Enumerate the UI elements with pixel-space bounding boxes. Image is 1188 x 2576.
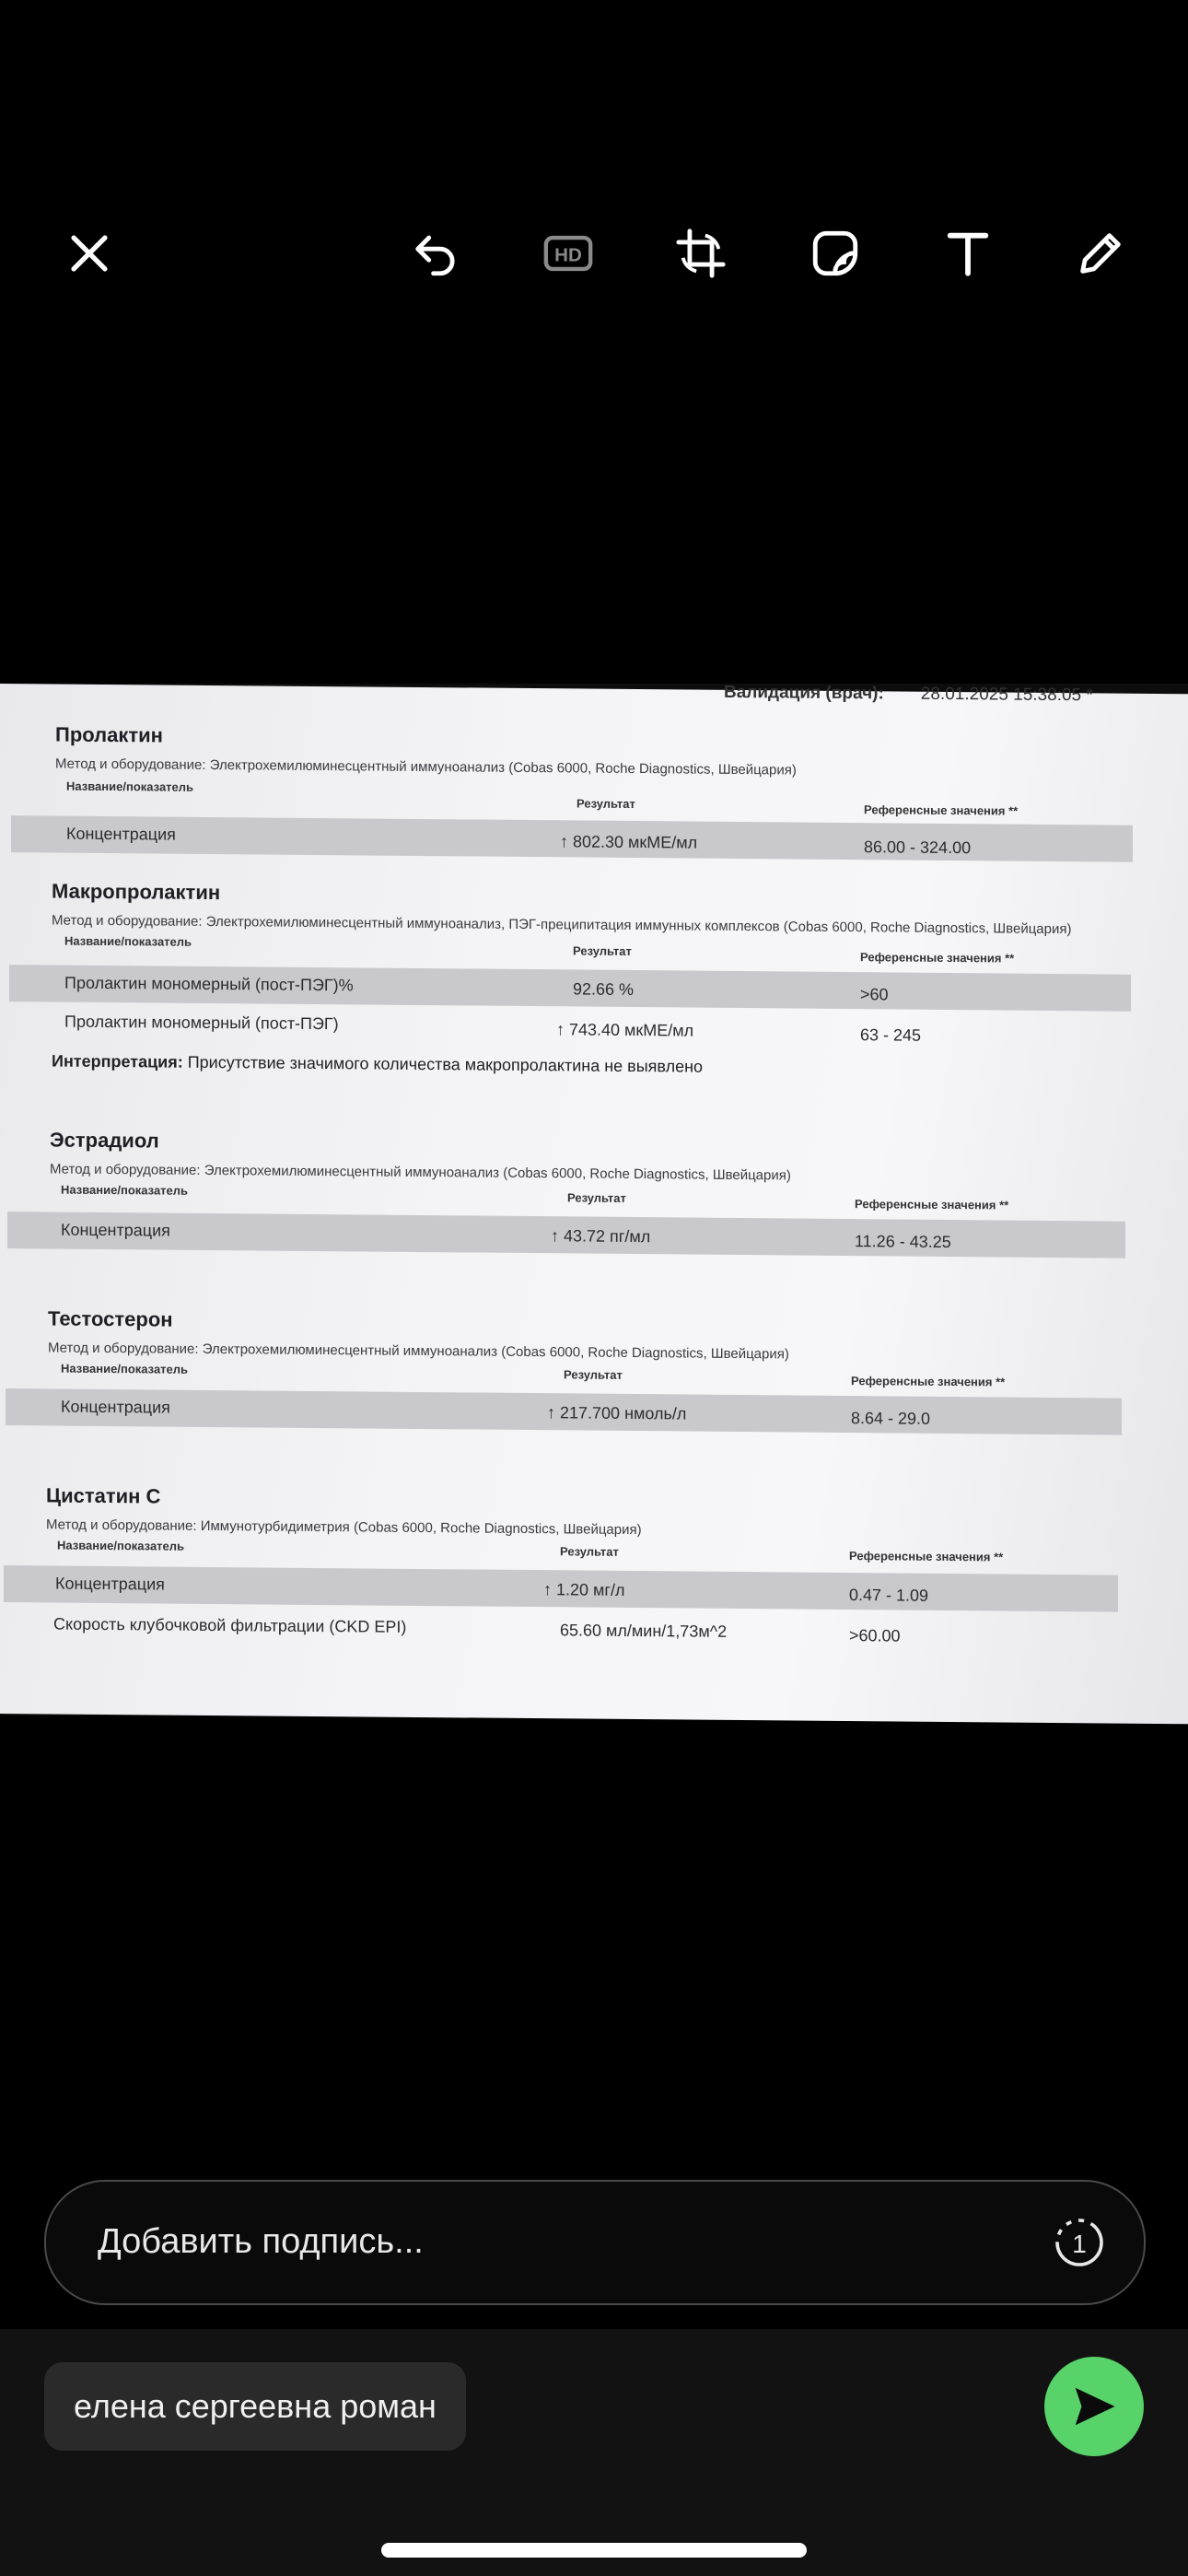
col-ref-header: Референсные значения ** [851, 1374, 1006, 1389]
row-result: ↑ 1.20 мг/л [543, 1580, 625, 1599]
send-icon [1069, 2382, 1119, 2431]
col-name-header: Название/показатель [61, 1361, 189, 1376]
view-once-count: 1 [1072, 2230, 1087, 2258]
col-name-header: Название/показатель [66, 779, 194, 794]
interpretation-label: Интерпретация: [52, 1051, 183, 1071]
text-icon[interactable] [926, 212, 1009, 295]
col-name-header: Название/показатель [64, 933, 192, 949]
row-name: Пролактин мономерный (пост-ПЭГ) [64, 1012, 339, 1034]
section-estradiol [7, 1128, 1125, 1259]
home-indicator[interactable] [381, 2543, 807, 2558]
row-result: ↑ 802.30 мкМЕ/мл [560, 832, 698, 852]
caption-placeholder: Добавить подпись... [98, 2222, 424, 2261]
validation-date: 28.01.2025 15:38:05 * [920, 684, 1093, 706]
table-header [7, 1182, 1125, 1216]
row-ref: 11.26 - 43.25 [855, 1232, 951, 1252]
section-method: Метод и оборудование: Электрохемилюминесцентный иммуноанализ (Cobas 6000, Roche Diagnostics, Швейцария) [48, 1340, 789, 1363]
sticker-icon[interactable] [794, 212, 877, 295]
send-button[interactable] [1044, 2357, 1144, 2456]
table-row [4, 1565, 1118, 1612]
hd-label: HD [554, 244, 582, 266]
col-ref-header: Референсные значения ** [864, 802, 1019, 818]
col-result-header: Результат [577, 796, 635, 812]
section-title: Тестостерон [48, 1306, 173, 1331]
row-name: Концентрация [55, 1574, 165, 1594]
table-row [4, 1606, 1118, 1653]
table-header [9, 933, 1131, 967]
crop-rotate-icon[interactable] [659, 212, 742, 295]
recipient-chip[interactable] [44, 2362, 466, 2451]
section-method: Метод и оборудование: Электрохемилюминесцентный иммуноанализ, ПЭГ-преципитация иммунных комплексов (Cobas 6000, Roche Diagnostics, Швейцария) [52, 912, 1072, 938]
view-once-icon[interactable] [1052, 2215, 1107, 2270]
table-header [11, 779, 1133, 818]
col-result-header: Результат [567, 1190, 626, 1205]
caption-input[interactable] [44, 2180, 1146, 2305]
row-result: 65.60 мл/мин/1,73м^2 [560, 1621, 728, 1641]
row-ref: 86.00 - 324.00 [864, 837, 972, 858]
lab-report-document [0, 684, 1188, 1724]
table-row [9, 1003, 1131, 1050]
row-name: Концентрация [61, 1220, 170, 1240]
col-ref-header: Референсные значения ** [860, 950, 1015, 966]
section-method: Метод и оборудование: Электрохемилюминесцентный иммуноанализ (Cobas 6000, Roche Diagnostics, Швейцария) [55, 755, 797, 779]
row-name: Скорость клубочковой фильтрации (CKD EPI) [53, 1614, 407, 1636]
row-result: ↑ 43.72 пг/мл [551, 1226, 651, 1247]
bottom-bar [0, 2329, 1188, 2576]
section-cystatin [4, 1483, 1118, 1653]
row-ref: 63 - 245 [860, 1025, 922, 1045]
col-result-header: Результат [560, 1544, 619, 1559]
table-row [11, 815, 1133, 862]
section-method: Метод и оборудование: Иммунотурбидиметрия (Cobas 6000, Roche Diagnostics, Швейцария) [46, 1516, 642, 1539]
section-testosterone [6, 1306, 1122, 1435]
col-name-header: Название/показатель [57, 1538, 185, 1553]
row-result: 92.66 % [573, 979, 635, 1000]
row-ref: 8.64 - 29.0 [851, 1409, 931, 1428]
row-ref: >60 [860, 985, 889, 1004]
row-ref: >60.00 [849, 1626, 901, 1645]
row-result: ↑ 743.40 мкМЕ/мл [556, 1020, 694, 1040]
col-result-header: Результат [564, 1367, 623, 1382]
pencil-icon[interactable] [1059, 212, 1142, 295]
col-ref-header: Референсные значения ** [849, 1549, 1004, 1564]
section-title: Эстрадиол [50, 1128, 159, 1153]
section-title: Макропролактин [52, 879, 221, 905]
section-macroprolactin [9, 879, 1131, 1081]
photo-preview[interactable] [0, 684, 1188, 1715]
interpretation [9, 1051, 1131, 1081]
close-icon[interactable] [48, 212, 131, 295]
section-method: Метод и оборудование: Электрохемилюминесцентный иммуноанализ (Cobas 6000, Roche Diagnostics, Швейцария) [50, 1161, 791, 1184]
editor-toolbar [0, 0, 1188, 424]
hd-icon[interactable] [527, 212, 610, 295]
col-ref-header: Референсные значения ** [855, 1197, 1009, 1212]
section-title: Цистатин С [46, 1483, 161, 1508]
table-row [7, 1212, 1125, 1259]
row-name: Концентрация [66, 824, 176, 844]
row-name: Пролактин мономерный (пост-ПЭГ)% [64, 973, 354, 995]
validation-header [724, 683, 1093, 706]
row-name: Концентрация [61, 1397, 170, 1417]
section-title: Пролактин [55, 722, 163, 747]
col-result-header: Результат [573, 943, 632, 958]
recipient-name: елена сергеевна роман [74, 2387, 437, 2425]
interpretation-text: Присутствие значимого количества макропролактина не выявлено [182, 1052, 704, 1076]
col-name-header: Название/показатель [61, 1182, 189, 1198]
row-ref: 0.47 - 1.09 [849, 1586, 929, 1605]
validation-label: Валидация (врач): [724, 682, 884, 704]
row-result: ↑ 217.700 нмоль/л [547, 1403, 687, 1423]
undo-icon[interactable] [394, 212, 477, 295]
table-row [6, 1388, 1122, 1435]
section-prolactin [11, 722, 1133, 862]
